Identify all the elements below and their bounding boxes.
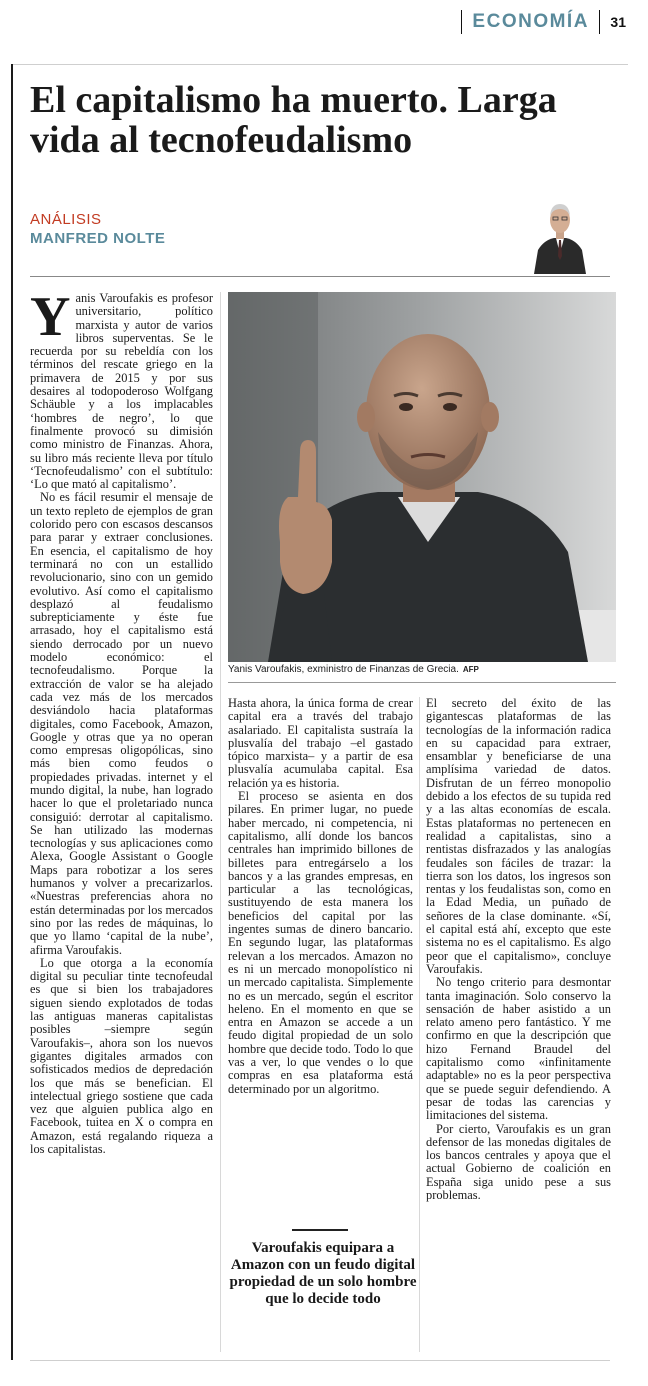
column-divider xyxy=(419,697,420,1352)
page-number: 31 xyxy=(610,14,626,30)
photo-caption xyxy=(228,664,618,675)
paragraph: Hasta ahora, la única forma de crear capital era a través del trabajo asalariado. El capitalista sustraía la plusvalía del trabajo –el gastado tópico marxista– y a partir de esa plusvalía acumulaba capital. Esa relación ya es historia. xyxy=(228,696,413,790)
paragraph: Por cierto, Varoufakis es un gran defensor de las monedas digitales de los bancos centrales y apoya que el actual Gobierno de coalición en España siga unido pese a sus problemas. xyxy=(426,1121,611,1202)
paragraph: El secreto del éxito de las gigantescas plataformas de las tecnologías de la información radica en su capacidad para extraer, ensamblar y beneficiarse de una amplísima variedad de datos. Disfrutan de un férreo monopolio debido a los efectos de su tupida red y a las altas economías de escala. Estas plataformas no pertenecen en realidad a capitalistas, sino a rentistas disfrazados y las analogías feudales son fáciles de trazar: la tierra son los datos, los ingresos son rentas y los feudalistas son, como en la Edad Media, un puñado de señores de la clase dominante. «Sí, el capital está ahí, excepto que este sistema no es el capitalismo. Es algo peor que el capitalismo», concluye Varoufakis. xyxy=(426,696,611,976)
paragraph: El proceso se asienta en dos pilares. En primer lugar, no puede haber mercado, ni competencia, ni capitalismo, allí donde los bancos centrales han imprimido billones de billetes para entregárselo a los bancos y a las grandes empresas, en particular a las tecnológicas, sustituyendo de esta manera los beneficios del capital por las ingentes sumas de dinero bancario. En segundo lugar, las plataformas relevan a los mercados. Amazon no es ni un mercado monopolístico ni un mercado capitalista. Simplemente no es un mercado, según el escritor heleno. En el momento en que se entra en Amazon se accede a un feudo digital propiedad de un solo hombre que decide todo. Todo lo que vas a ver, lo que vendes o lo que compras en esa plataforma está determinado por un algoritmo. xyxy=(228,789,413,1096)
page-header xyxy=(461,8,626,36)
varoufakis-photo xyxy=(228,292,616,662)
photo-credit: AFP xyxy=(462,665,479,674)
kicker-label: ANÁLISIS xyxy=(30,211,102,228)
column-divider xyxy=(220,292,221,1352)
section-label: ECONOMÍA xyxy=(472,11,589,32)
paragraph-text: anis Varoufakis es profesor universitario, político marxista y autor de varios libros superventas. Se le recuerda por su rebeldía con los términos del rescate griego en la primavera de 2015 y por sus desaires al todopoderoso Wolfgang Schäuble y a los implacables ‘hombres de negro’, lo que finalmente provocó su dimisión como ministro de Finanzas. Ahora, su libro más reciente lleva por título ‘Tecnofeudalismo’ con el subtítulo: ‘Lo que mató al capitalismo’. xyxy=(30,291,213,492)
byline-rule xyxy=(30,276,610,277)
article-column-1 xyxy=(30,286,213,1156)
pullquote-rule xyxy=(292,1229,348,1231)
caption-text: Yanis Varoufakis, exministro de Finanzas de Grecia. xyxy=(228,664,459,675)
author-photo xyxy=(530,192,590,274)
bottom-rule xyxy=(30,1360,610,1361)
drop-cap: Y xyxy=(30,286,71,348)
caption-rule xyxy=(228,682,616,683)
author-name: MANFRED NOLTE xyxy=(30,230,166,247)
paragraph xyxy=(30,286,213,492)
article-column-3 xyxy=(426,697,611,1202)
article-column-2 xyxy=(228,697,413,1096)
pullquote: Varoufakis equipara a Amazon con un feudo digital propiedad de un solo hombre que lo decide todo xyxy=(229,1240,417,1307)
top-rule xyxy=(11,64,628,65)
paragraph: No tengo criterio para desmontar tanta imaginación. Solo conservo la sensación de haber asistido a un relato ameno pero fantástico. Y me confirmo en que la descripción que hizo Fernand Braudel del capitalismo como «infinitamente adaptable» no es la peor perspectiva que se puede seguir defendiendo. A pesar de todas las carencias y limitaciones del sistema. xyxy=(426,975,611,1123)
headline: El capitalismo ha muerto. Larga vida al tecnofeudalismo xyxy=(30,79,557,161)
paragraph: Lo que otorga a la economía digital su peculiar tinte tecnofeudal es que si bien los trabajadores siguen siendo explotados de todas las antiguas maneras capitalistas posibles –siempre según Varoufakis–, ahora son los nuevos gigantes digitales armados con sofisticados medios de depredación los que más se benefician. El intelectual griego sostiene que cada vez que alguien publica algo en Facebook, tuitea en X o compra en Amazon, está regalando riqueza a los capitalistas. xyxy=(30,955,213,1156)
left-margin-rule xyxy=(11,64,13,1360)
paragraph: No es fácil resumir el mensaje de un texto repleto de ejemplos de gran colorido pero con escasos descansos para parar y extraer conclusiones. En esencia, el capitalismo de hoy terminará no con un estallido revolucionario, sino con un gemido evolutivo. Así como el capitalismo desplazó al feudalismo subrepticiamente y éste fue arrasado, hoy el capitalismo está siendo derrocado por un nuevo modelo económico: el tecnofeudalismo. Porque la extracción de valor se ha alejado cada vez más de los mercados desviándolo hacia plataformas digitales, como Facebook, Amazon, Google y otras que ya no operan como empresas oligopólicas, sino más bien como feudos o propiedades privadas. internet y el mundo digital, la nube, han logrado hacer lo que el proletariado nunca consiguió: derrotar al capitalismo. Se han utilizado las modernas tecnologías y sus aplicaciones como Alexa, Google Assistant o Google Maps para robotizar a los seres humanos y volver a precarizarlos. «Nuestras preferencias ahora no están determinadas por los mercados sino por las redes de máquinas, lo que yo llamo ‘capital de la nube’, afirma Varoufakis. xyxy=(30,490,213,957)
